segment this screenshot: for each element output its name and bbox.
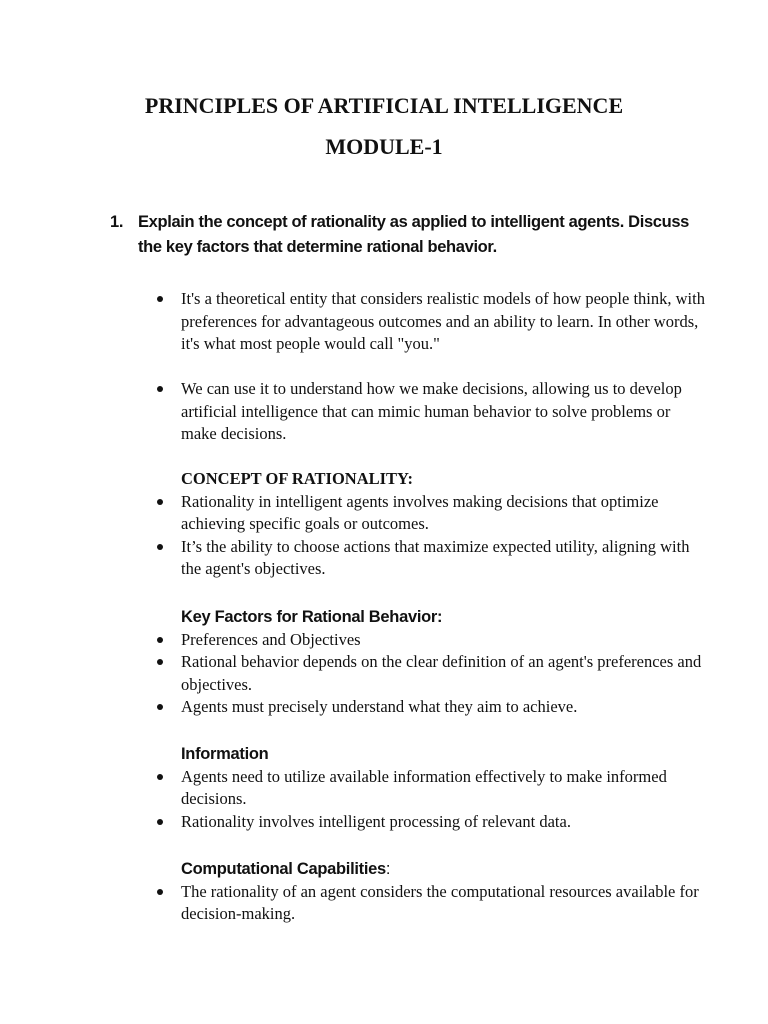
computational-item-1: The rationality of an agent considers the computational resources available for decision-making.	[150, 881, 710, 926]
information-item-2: Rationality involves intelligent processing of relevant data.	[150, 811, 710, 834]
key-factors-heading: Key Factors for Rational Behavior:	[181, 608, 443, 626]
key-factor-item-2: Rational behavior depends on the clear definition of an agent's preferences and objectives.	[150, 651, 710, 696]
intro-bullet-1: It's a theoretical entity that considers realistic models of how people think, with preferences for advantageous outcomes and an ability to learn. In other words, it's what most people would call "you."	[150, 288, 710, 356]
information-section	[150, 743, 710, 833]
concept-item-1: Rationality in intelligent agents involves making decisions that optimize achieving specific goals or outcomes.	[150, 491, 710, 536]
question-1	[110, 210, 695, 260]
computational-heading	[181, 858, 710, 881]
intro-bullet-2: We can use it to understand how we make decisions, allowing us to develop artificial intelligence that can mimic human behavior to solve problems or make decisions.	[150, 378, 710, 446]
computational-section	[150, 858, 710, 926]
computational-heading-text: Computational Capabilities	[181, 860, 386, 878]
concept-section	[150, 468, 710, 581]
concept-item-2: It’s the ability to choose actions that maximize expected utility, aligning with the agent's objectives.	[150, 536, 710, 581]
intro-bullet-1-block	[150, 288, 710, 356]
concept-heading: CONCEPT OF RATIONALITY:	[181, 469, 413, 488]
computational-heading-colon: :	[385, 860, 391, 878]
information-item-1: Agents need to utilize available information effectively to make informed decisions.	[150, 766, 710, 811]
key-factors-section	[150, 606, 710, 719]
document-title: PRINCIPLES OF ARTIFICIAL INTELLIGENCE	[144, 93, 624, 118]
key-factor-item-3: Agents must precisely understand what they aim to achieve.	[150, 696, 710, 719]
key-factor-item-1: Preferences and Objectives	[150, 629, 710, 652]
module-title: MODULE-1	[325, 134, 443, 159]
information-heading: Information	[181, 745, 269, 763]
intro-bullet-2-block	[150, 378, 710, 446]
question-text: Explain the concept of rationality as applied to intelligent agents. Discuss the key factors that determine rational behavior.	[138, 213, 690, 256]
question-number: 1.	[110, 213, 124, 231]
